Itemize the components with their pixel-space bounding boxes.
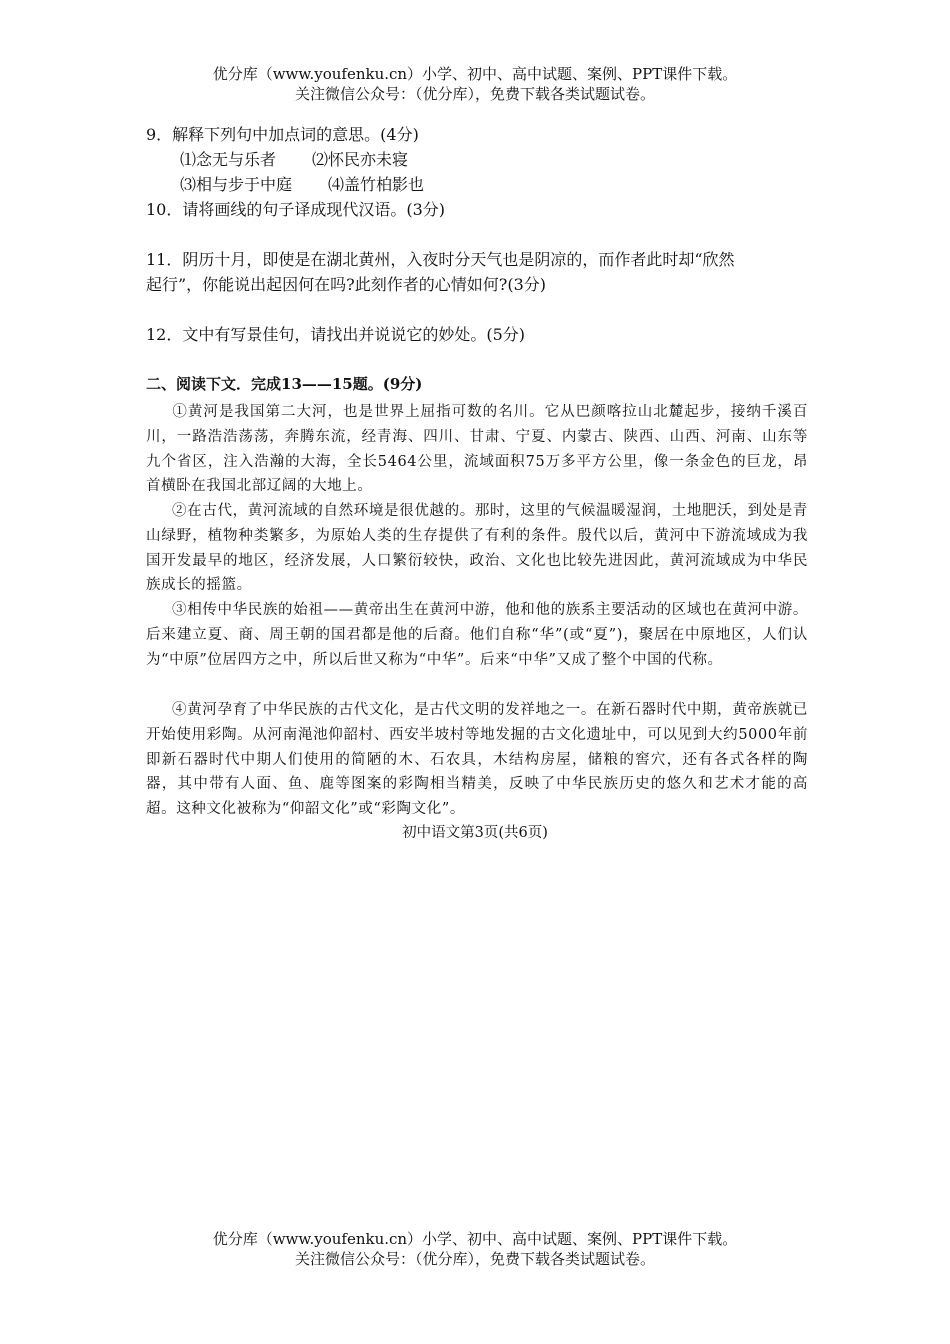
question-10: 10．请将画线的句子译成现代汉语。(3分) (146, 200, 446, 219)
page-header (0, 64, 950, 104)
page-footer (0, 1229, 950, 1269)
question-11-line-2: 起行”，你能说出起因何在吗?此刻作者的心情如何?(3分) (146, 275, 547, 294)
paragraph-3 (146, 598, 808, 672)
paragraph-2 (146, 499, 808, 598)
question-9-item-4: ⑷盖竹柏影也 (328, 175, 425, 194)
question-9-row-1 (180, 148, 408, 172)
question-12: 12．文中有写景佳句，请找出并说说它的妙处。(5分) (146, 325, 526, 344)
question-9: 9．解释下列句中加点词的意思。(4分) (146, 125, 419, 144)
paragraph-2-text: ②在古代，黄河流域的自然环境是很优越的。那时，这里的气候温暖湿润，土地肥沃，到处是青山绿野，植物种类繁多，为原始人类的生存提供了有利的条件。殷代以后，黄河中下游流域成为我国开发最早的地区，经济发展，人口繁衍较快，政治、文化也比较先进因此，黄河流域成为中华民族成长的摇篮。 (146, 503, 808, 594)
header-line-1: 优分库（www.youfenku.cn）小学、初中、高中试题、案例、PPT课件下载。 (212, 65, 738, 83)
question-9-item-3: ⑶相与步于中庭 (180, 175, 293, 194)
paragraph-4 (146, 698, 808, 822)
question-11-line-1: 11．阴历十月，即使是在湖北黄州，入夜时分天气也是阴凉的，而作者此时却“欣然 (146, 250, 735, 269)
section-2-title: 二、阅读下文．完成13——15题。(9分) (146, 375, 423, 393)
footer-line-1: 优分库（www.youfenku.cn）小学、初中、高中试题、案例、PPT课件下载。 (212, 1230, 738, 1248)
paragraph-1 (146, 400, 808, 499)
paragraph-3-text: ③相传中华民族的始祖——黄帝出生在黄河中游，他和他的族系主要活动的区域也在黄河中游。后来建立夏、商、周王朝的国君都是他的后裔。他们自称“华”(或“夏”)，聚居在中原地区，人们认为“中原”位居四方之中，所以后世又称为“中华”。后来“中华”又成了整个中国的代称。 (146, 602, 808, 668)
question-9-row-2 (180, 173, 424, 197)
paragraph-4-text: ④黄河孕育了中华民族的古代文化，是古代文明的发祥地之一。在新石器时代中期，黄帝族就已开始使用彩陶。从河南渑池仰韶村、西安半坡村等地发掘的古文化遗址中，可以见到大约5000年前即新石器时代中期人们使用的简陋的木、石农具，木结构房屋，储粮的窖穴，还有各式各样的陶器，其中带有人面、鱼、鹿等图案的彩陶相当精美，反映了中华民族历史的悠久和艺术才能的高超。这种文化被称为“仰韶文化”或“彩陶文化”。 (146, 702, 808, 818)
question-9-item-1: ⑴念无与乐者 (180, 150, 277, 169)
paragraph-1-text: ①黄河是我国第二大河，也是世界上屈指可数的名川。它从巴颜喀拉山北麓起步，接纳千溪百川，一路浩浩荡荡，奔腾东流，经青海、四川、甘肃、宁夏、内蒙古、陕西、山西、河南、山东等九个省区，注入浩瀚的大海，全长5464公里，流域面积75万多平方公里，像一条金色的巨龙，昂首横卧在我国北部辽阔的大地上。 (146, 404, 808, 495)
question-9-item-2: ⑵怀民亦未寝 (312, 150, 409, 169)
page-number: 初中语文第3页(共6页) (402, 825, 548, 841)
footer-line-2: 关注微信公众号：（优分库），免费下载各类试题试卷。 (294, 1250, 655, 1268)
header-line-2: 关注微信公众号：（优分库），免费下载各类试题试卷。 (294, 85, 655, 103)
